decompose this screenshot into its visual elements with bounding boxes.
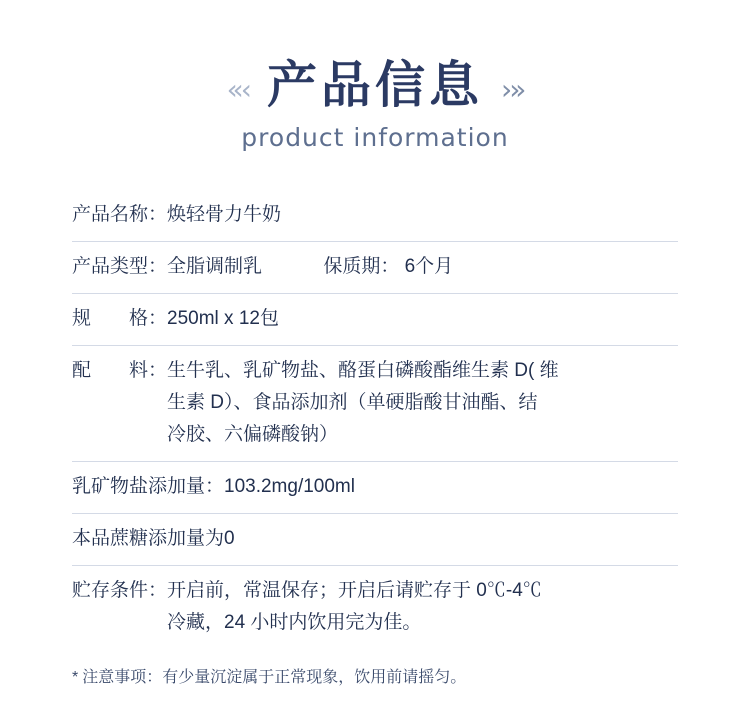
page-subtitle: product information (241, 123, 509, 152)
ingredients-line-3: 冷胶、六偏磷酸钠） (167, 424, 339, 445)
table-row-storage (72, 566, 678, 649)
storage-line-1: 开启前，常温保存；开启后请贮存于 0℃-4℃ (167, 580, 542, 601)
value-product-type (167, 251, 678, 283)
storage-line-2: 冷藏，24 小时内饮用完为佳。 (167, 612, 422, 633)
table-row-ingredients (72, 346, 678, 462)
page-title: 产品信息 (267, 56, 483, 114)
left-chevrons-icon: «‹ (226, 72, 249, 106)
page-header (0, 0, 750, 152)
note-text (72, 665, 678, 691)
note-star-icon: * (72, 669, 79, 686)
ingredients-line-1: 生牛乳、乳矿物盐、酪蛋白磷酸酯维生素 D( 维 (167, 360, 559, 381)
right-chevrons-icon: ›» (501, 72, 524, 106)
value-specification: 250ml x 12包 (167, 308, 279, 329)
label-storage: 贮存条件： (72, 580, 168, 601)
label-product-name: 产品名称： (72, 204, 168, 225)
label-sucrose: 本品蔗糖添加量为0 (72, 528, 235, 549)
table-row-specification (72, 294, 678, 346)
label-ingredients: 配 料： (72, 360, 168, 381)
value-product-name: 焕轻骨力牛奶 (167, 204, 282, 225)
value-product-type-text: 全脂调制乳 (167, 256, 263, 277)
label-product-type: 产品类型： (72, 256, 168, 277)
ingredients-line-2: 生素 D）、食品添加剂（单硬脂酸甘油酯、结 (167, 392, 538, 413)
value-shelf-life: 6个月 (404, 256, 454, 277)
title-row (0, 58, 750, 113)
table-row-mineral-content (72, 462, 678, 514)
value-ingredients (167, 355, 678, 451)
value-mineral-content: 103.2mg/100ml (224, 476, 355, 497)
value-storage (167, 575, 678, 639)
product-info-table (72, 190, 678, 649)
label-shelf-life: 保质期： (323, 256, 400, 277)
table-row-product-name (72, 190, 678, 242)
note-body: 注意事项：有少量沉淀属于正常现象，饮用前请摇匀。 (82, 669, 467, 686)
table-row-sucrose (72, 514, 678, 566)
label-mineral-content: 乳矿物盐添加量： (72, 476, 225, 497)
table-row-product-type (72, 242, 678, 294)
label-specification: 规 格： (72, 308, 168, 329)
